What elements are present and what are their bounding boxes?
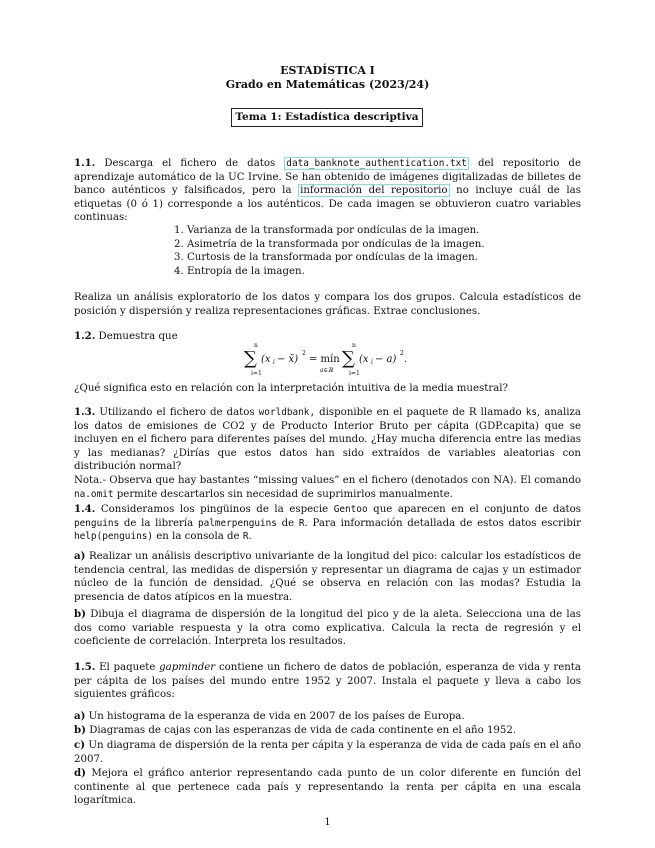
exercise-1-4 <box>74 503 581 544</box>
command-name: na.omit <box>74 488 114 500</box>
exercise-number: 1.2. <box>74 330 96 342</box>
item-label: b) <box>74 724 86 736</box>
exercise-text: . <box>248 531 252 543</box>
list-item: 1. Varianza de la transformada por ondículas de la imagen. <box>174 225 480 236</box>
svg-text:= mín: = mín <box>309 354 340 365</box>
item-label: b) <box>74 608 86 620</box>
exercise-1-4-a <box>74 550 581 604</box>
note-text: Nota.- Observa que hay bastantes “missing values” en el fichero (denotados con NA). El comando <box>74 474 581 486</box>
svg-text:.: . <box>404 354 408 365</box>
exercise-number: 1.5. <box>74 661 96 673</box>
exercise-1-5-c <box>74 739 581 766</box>
exercise-1-5 <box>74 661 581 702</box>
species-name: Gentoo <box>333 504 368 515</box>
exercise-text: . Para información detallada de estos datos escribir <box>304 517 581 529</box>
list-item: 3. Curtosis de la transformada por ondículas de la imagen. <box>174 252 478 264</box>
exercise-text: contiene un fichero de datos de población, esperanza de vida y renta per cápita de los países del mundo entre 1952 y 2007. Instala el paquete y lleva a cabo los siguientes gráficos: <box>74 662 581 701</box>
exercise-1-3 <box>74 406 581 501</box>
item-text: Mejora el gráfico anterior representando cada punto de un color diferente en función del continente al que pertenece cada país y representando la renta per cápita en una escala logarítmica. <box>74 768 581 807</box>
exercise-number: 1.3. <box>74 406 96 418</box>
variables-list <box>174 224 494 278</box>
library-name: palmerpenguins <box>197 517 277 529</box>
file-link[interactable]: data_banknote_authentication.txt <box>286 158 467 169</box>
exercise-text: Consideramos los pingüinos de la especie <box>100 504 329 515</box>
svg-text:i=1: i=1 <box>251 370 262 377</box>
exercise-text: no incluye cuál de las etiquetas (0 ó 1) corresponde a los auténticos. De cada imagen se obtuvieron cuatro variables continuas: <box>74 185 581 224</box>
svg-text:∑: ∑ <box>342 348 355 369</box>
item-label: d) <box>74 767 86 779</box>
svg-text:i: i <box>371 359 373 366</box>
package-name: ks <box>525 407 537 418</box>
item-label: c) <box>74 739 86 751</box>
svg-text:2: 2 <box>400 350 404 357</box>
exercise-text: que aparecen en el conjunto de datos <box>373 504 581 515</box>
exercise-1-2-question: ¿Qué significa esto en relación con la interpretación intuitiva de la media muestral? <box>74 383 508 394</box>
exercise-text: en la consola de <box>156 531 240 543</box>
exercise-text: El paquete <box>99 662 156 673</box>
exercise-1-5-a <box>74 710 581 724</box>
svg-text:(x: (x <box>261 354 271 365</box>
svg-text:a∈ℝ: a∈ℝ <box>320 367 334 374</box>
item-text: Un histograma de la esperanza de vida en 2007 de los países de Europa. <box>88 711 465 722</box>
exercise-1-5-d <box>74 767 581 808</box>
exercise-text: del repositorio de aprendizaje automático de la UC Irvine. Se han obtenido de imágenes digitalizadas de billetes de banco auténticos y falsificados, pero la <box>74 158 581 197</box>
item-text: Diagramas de cajas con las esperanzas de vida de cada continente en el año 1952. <box>89 725 517 736</box>
exercise-1-1 <box>74 157 581 225</box>
exercise-number: 1.1. <box>74 157 96 169</box>
list-item: 4. Entropía de la imagen. <box>174 265 305 277</box>
item-label: a) <box>74 550 86 562</box>
exercise-number: 1.4. <box>74 503 96 515</box>
page-number: 1 <box>324 817 331 828</box>
help-command: help(penguins) <box>74 531 154 543</box>
degree-subtitle: Grado en Matemáticas (2023/24) <box>225 78 430 91</box>
svg-text:− a): − a) <box>375 354 397 365</box>
svg-text:∑: ∑ <box>244 348 257 369</box>
sum-formula <box>244 340 484 380</box>
exercise-1-4-b <box>74 608 581 649</box>
svg-text:i=1: i=1 <box>349 370 360 377</box>
item-label: a) <box>74 710 86 722</box>
item-text: Realizar un análisis descriptivo univariante de la longitud del pico: calcular los estadísticos de tendencia central, las medidas de dispersión y representar un diagrama de cajas y un estimador núcleo de la función de densidad. ¿Qué se observa en relación con las modas? Estudia la presencia de datos atípicos en la muestra. <box>74 551 581 603</box>
repository-info-link[interactable]: información del repositorio <box>300 185 448 197</box>
package-name: gapminder <box>159 662 216 673</box>
exercise-text: , analiza los datos de emisiones de CO2 y de Producto Interior Bruto per cápita (GDP.capita) que se incluyen en el fichero para diferentes países del mundo. ¿Hay mucha diferencia entre las medias y las medianas? ¿Dirías que estos datos han sido extraídos de variables aleatorias con distribución normal? <box>74 407 581 473</box>
exercise-1-5-b <box>74 724 581 738</box>
svg-text:i: i <box>273 359 275 366</box>
svg-text:n: n <box>254 342 258 349</box>
exercise-text: Demuestra que <box>98 331 178 342</box>
list-item: 2. Asimetría de la transformada por ondículas de la imagen. <box>174 238 485 250</box>
exercise-1-1-task: Realiza un análisis exploratorio de los datos y compara los dos grupos. Calcula estadísticos de posición y dispersión y realiza representaciones gráficas. Extrae conclusiones. <box>74 292 581 317</box>
course-title: ESTADÍSTICA I <box>280 64 375 77</box>
exercise-text: disponible en el paquete de R llamado <box>319 407 522 418</box>
r-name: R <box>298 517 305 529</box>
exercise-text: de la librería <box>123 517 194 529</box>
exercise-text: Descarga el fichero de datos <box>104 158 276 169</box>
note-text: permite descartarlos sin necesidad de suprimirlos manualmente. <box>116 488 453 500</box>
exercise-text: de <box>281 517 295 529</box>
r-name: R <box>242 531 249 543</box>
topic-box: Tema 1: Estadística descriptiva <box>231 108 423 127</box>
document-header <box>74 64 581 92</box>
dataset-name: worldbank, <box>258 407 316 418</box>
svg-text:2: 2 <box>302 350 306 357</box>
item-text: Dibuja el diagrama de dispersión de la longitud del pico y de la aleta. Selecciona una de las dos como variable respuesta y la otra como explicativa. Calcula la recta de regresión y el coeficiente de correlación. Interpreta los resultados. <box>74 609 581 648</box>
exercise-text: Utilizando el fichero de datos <box>99 407 255 418</box>
item-text: Un diagrama de dispersión de la renta per cápita y la esperanza de vida de cada país en el año 2007. <box>74 740 581 765</box>
svg-text:(x: (x <box>359 354 369 365</box>
dataset-name: penguins <box>74 517 120 529</box>
svg-text:− x̄): − x̄) <box>277 354 299 365</box>
svg-text:n: n <box>352 342 356 349</box>
